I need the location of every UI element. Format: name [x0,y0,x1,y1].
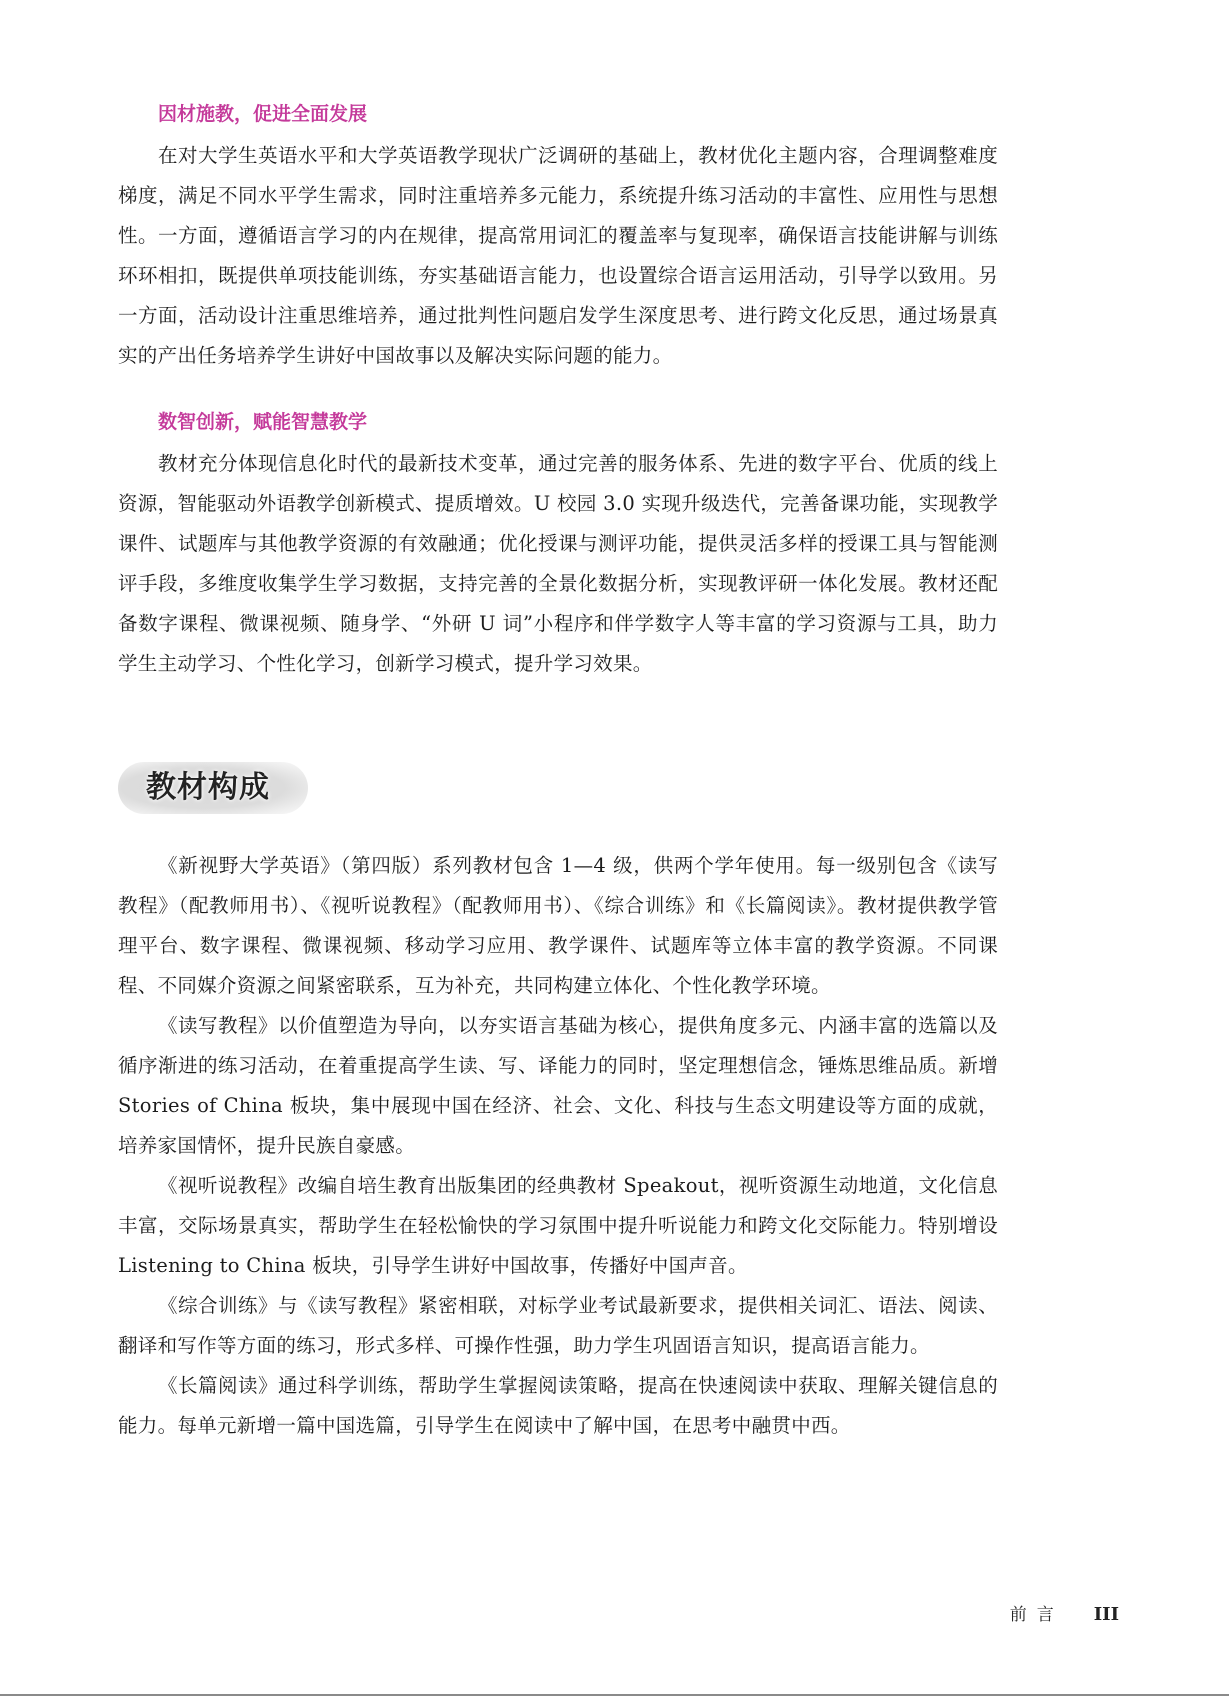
section-paragraph: 教材充分体现信息化时代的最新技术变革，通过完善的服务体系、先进的数字平台、优质的线上资源，智能驱动外语教学创新模式、提质增效。U 校园 3.0 实现升级迭代，完善备课功能，实现教学课件、试题库与其他教学资源的有效融通；优化授课与测评功能，提供灵活多样的授课工具与智能测评手段，多维度收集学生学习数据，支持完善的全景化数据分析，实现教评研一体化发展。教材还配备数字课程、微课视频、随身学、“外研 U 词”小程序和伴学数字人等丰富的学习资源与工具，助力学生主动学习、个性化学习，创新学习模式，提升学习效果。 [118,452,998,675]
footer-section-label: 前言 [1009,1605,1064,1625]
composition-paragraph: 《综合训练》与《读写教程》紧密相联，对标学业考试最新要求，提供相关词汇、语法、阅读、翻译和写作等方面的练习，形式多样、可操作性强，助力学生巩固语言知识，提高语言能力。 [118,1294,998,1357]
section-title-banner [118,762,308,814]
composition-paragraph: 《长篇阅读》通过科学训练，帮助学生掌握阅读策略，提高在快速阅读中获取、理解关键信息的能力。每单元新增一篇中国选篇，引导学生在阅读中了解中国，在思考中融贯中西。 [118,1374,998,1437]
page-number: III [1093,1604,1119,1625]
section-heading: 因材施教，促进全面发展 [158,103,368,125]
section-title: 教材构成 [146,770,270,805]
composition-paragraph: 《读写教程》以价值塑造为导向，以夯实语言基础为核心，提供角度多元、内涵丰富的选篇以及循序渐进的练习活动，在着重提高学生读、写、译能力的同时，坚定理想信念，锤炼思维品质。新增 Stories of China 板块，集中展现中国在经济、社会、文化、科技与生态文明建设等方面的成就，培养家国情怀，提升民族自豪感。 [118,1014,998,1157]
composition-paragraph: 《新视野大学英语》（第四版）系列教材包含 1—4 级，供两个学年使用。每一级别包含《读写教程》（配教师用书）、《视听说教程》（配教师用书）、《综合训练》和《长篇阅读》。教材提供教学管理平台、数字课程、微课视频、移动学习应用、教学课件、试题库等立体丰富的教学资源。不同课程、不同媒介资源之间紧密联系，互为补充，共同构建立体化、个性化教学环境。 [118,854,998,997]
composition-paragraph: 《视听说教程》改编自培生教育出版集团的经典教材 Speakout，视听资源生动地道，文化信息丰富，交际场景真实，帮助学生在轻松愉快的学习氛围中提升听说能力和跨文化交际能力。特别增设 Listening to China 板块，引导学生讲好中国故事，传播好中国声音。 [118,1174,998,1277]
section-paragraph: 在对大学生英语水平和大学英语教学现状广泛调研的基础上，教材优化主题内容，合理调整难度梯度，满足不同水平学生需求，同时注重培养多元能力，系统提升练习活动的丰富性、应用性与思想性。一方面，遵循语言学习的内在规律，提高常用词汇的覆盖率与复现率，确保语言技能讲解与训练环环相扣，既提供单项技能训练，夯实基础语言能力，也设置综合语言运用活动，引导学以致用。另一方面，活动设计注重思维培养，通过批判性问题启发学生深度思考、进行跨文化反思，通过场景真实的产出任务培养学生讲好中国故事以及解决实际问题的能力。 [118,144,998,367]
section-digital-innovation [118,406,998,684]
bottom-edge-rule [0,1694,1229,1696]
page-footer [1010,1600,1119,1625]
section-tailored-teaching [118,98,998,376]
composition-body [118,846,998,1446]
preface-principles [118,98,998,684]
section-heading: 数智创新，赋能智慧教学 [158,411,368,433]
